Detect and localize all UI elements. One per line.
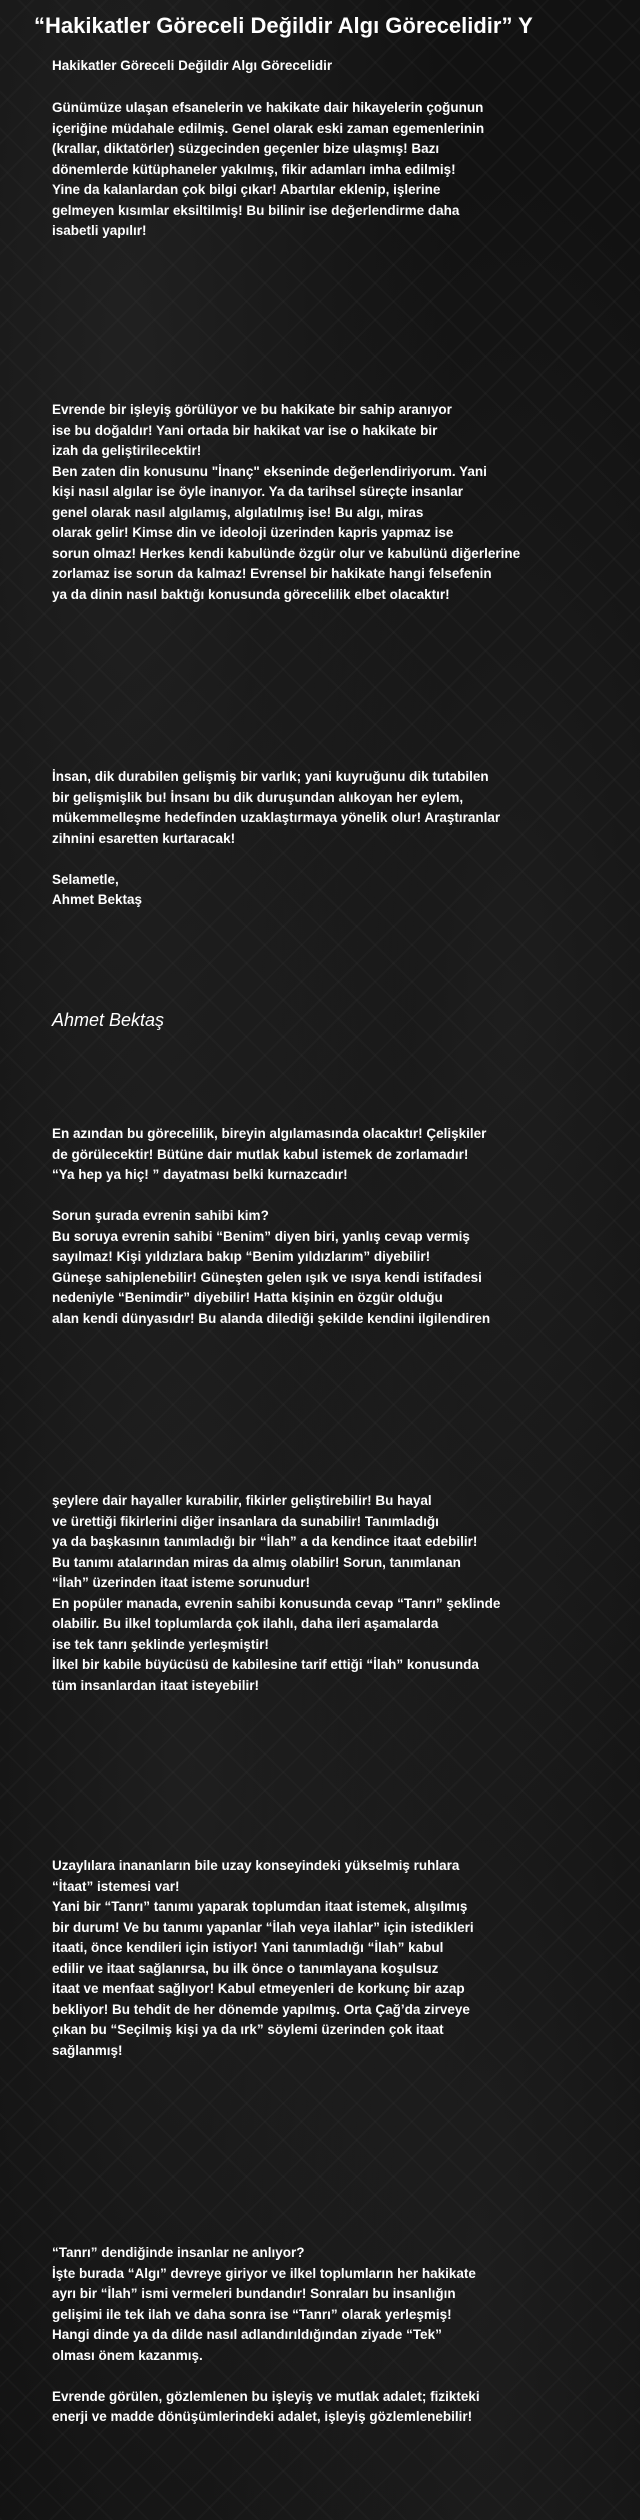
author-name: Ahmet Bektaş bbox=[52, 1010, 165, 1030]
stanza-line: de görülecektir! Bütüne dair mutlak kabul istemek de zorlamadır! bbox=[52, 1146, 469, 1162]
stanza-6 bbox=[52, 1856, 636, 2061]
stanza-line: bekliyor! Bu tehdit de her dönemde yapılmış. Orta Çağ’da zirveye bbox=[52, 2001, 470, 2017]
stanza-line: olabilir. Bu ilkel toplumlarda çok ilahlı, daha ileri aşamalarda bbox=[52, 1616, 439, 1631]
stanza-line: çıkan bu “Seçilmiş kişi ya da ırk” söylemi üzerinden çok itaat bbox=[52, 2022, 444, 2037]
stanza-4 bbox=[52, 1124, 636, 1329]
stanza-line: olması önem kazanmış. bbox=[52, 2347, 203, 2363]
stanza-line: edilir ve itaat sağlanırsa, bu ilk önce o tanımlayana koşulsuz bbox=[52, 1960, 439, 1976]
stanza-line: izah da geliştirilecektir! bbox=[52, 443, 202, 458]
stanza-line: ayrı bir “İlah” ismi vermeleri bundandır! Sonraları bu insanlığın bbox=[52, 2286, 456, 2301]
stanza-line: zihnini esaretten kurtaracak! bbox=[52, 830, 236, 846]
stanza-line: İnsan, dik durabilen gelişmiş bir varlık; yani kuyruğunu dik tutabilen bbox=[52, 769, 489, 784]
stanza-1 bbox=[52, 98, 636, 242]
stanza-line: şeylere dair hayaller kurabilir, fikirler geliştirebilir! Bu hayal bbox=[52, 1493, 432, 1508]
stanza-line: Güneşe sahiplenebilir! Güneşten gelen ışık ve ısıya kendi istifadesi bbox=[52, 1269, 482, 1285]
stanza-line: gelmeyen kısımlar eksiltilmiş! Bu bilinir ise değerlendirme daha bbox=[52, 202, 460, 218]
stanza-line: olarak gelir! Kimse din ve ideoloji üzerinden kapris yapmaz ise bbox=[52, 525, 454, 540]
stanza-line: ya da dinin nasıl baktığı konusunda görecelilik elbet olacaktır! bbox=[52, 586, 450, 602]
stanza-line: mükemmelleşme hedefinden uzaklaştırmaya yönelik olur! Araştıranlar bbox=[52, 810, 501, 825]
stanza-line: En popüler manada, evrenin sahibi konusunda cevap “Tanrı” şeklinde bbox=[52, 1595, 501, 1611]
stanza-line: gelişimi ile tek ilah ve daha sonra ise “Tanrı” olarak yerleşmiş! bbox=[52, 2306, 452, 2322]
stanza-line: tüm insanlardan itaat isteyebilir! bbox=[52, 1677, 260, 1693]
stanza-line: En azından bu görecelilik, bireyin algılamasında olacaktır! Çelişkiler bbox=[52, 1126, 487, 1141]
stanza-line: ya da başkasının tanımladığı bir “İlah” a da kendince itaat edebilir! bbox=[52, 1534, 478, 1549]
stanza-line bbox=[52, 849, 636, 870]
stanza-line: ve ürettiği fikirlerini diğer insanlara da sunabilir! Tanımladığı bbox=[52, 1513, 439, 1529]
stanza-line: enerji ve madde dönüşümlerindeki adalet, işleyiş gözlemlenebilir! bbox=[52, 2409, 473, 2424]
stanza-line: “Tanrı” dendiğinde insanlar ne anlıyor? bbox=[52, 2245, 305, 2260]
stanza-line: bir durum! Ve bu tanımı yapanlar “İlah veya ilahlar” için istedikleri bbox=[52, 1919, 474, 1935]
stanza-line: Günümüze ulaşan efsanelerin ve hakikate dair hikayelerin çoğunun bbox=[52, 100, 484, 115]
stanza-line: Yine da kalanlardan çok bilgi çıkar! Abartılar eklenip, işlerine bbox=[52, 182, 441, 197]
stanza-line: Hangi dinde ya da dilde nasıl adlandırıldığından ziyade “Tek” bbox=[52, 2327, 442, 2342]
stanza-line bbox=[52, 1186, 636, 1207]
stanza-5 bbox=[52, 1491, 636, 1696]
stanza-line: ise tek tanrı şeklinde yerleşmiştir! bbox=[52, 1636, 269, 1652]
stanza-line: itaat ve menfaat sağlıyor! Kabul etmeyenleri de korkunç bir azap bbox=[52, 1981, 465, 1996]
stanza-line: (krallar, diktatörler) süzgecinden geçenler bize ulaşmış! Bazı bbox=[52, 141, 440, 156]
stanza-line: Selametle, bbox=[52, 871, 119, 887]
poem-subtitle: Hakikatler Göreceli Değildir Algı Görecelidir bbox=[52, 58, 333, 73]
stanza-line: Evrende görülen, gözlemlenen bu işleyiş ve mutlak adalet; fizikteki bbox=[52, 2388, 480, 2404]
stanza-line: “İlah” üzerinden itaat isteme sorunudur! bbox=[52, 1575, 311, 1590]
stanza-line: zorlamaz ise sorun da kalmaz! Evrensel bir hakikate hangi felsefenin bbox=[52, 566, 492, 581]
stanza-line bbox=[52, 2366, 636, 2387]
stanza-line: bir gelişmişlik bu! İnsanı bu dik duruşundan alıkoyan her eylem, bbox=[52, 789, 464, 805]
stanza-line: sorun olmaz! Herkes kendi kabulünde özgür olur ve kabulünü diğerlerine bbox=[52, 545, 521, 561]
stanza-line: ise bu doğaldır! Yani ortada bir hakikat var ise o hakikate bir bbox=[52, 422, 438, 438]
stanza-2 bbox=[52, 400, 636, 605]
stanza-line: Sorun şurada evrenin sahibi kim? bbox=[52, 1208, 269, 1223]
stanza-7 bbox=[52, 2243, 636, 2428]
stanza-line: nedeniyle “Benimdir” diyebilir! Hatta kişinin en özgür olduğu bbox=[52, 1290, 443, 1305]
page-title: “Hakikatler Göreceli Değildir Algı Görecelidir” Y bbox=[34, 13, 533, 38]
stanza-line: sağlanmış! bbox=[52, 2042, 123, 2058]
stanza-line: İlkel bir kabile büyücüsü de kabilesine tarif ettiği “İlah” konusunda bbox=[52, 1657, 479, 1672]
stanza-line: genel olarak nasıl algılamış, algılatılmış ise! Bu algı, miras bbox=[52, 504, 424, 520]
stanza-line: “Ya hep ya hiç! ” dayatması belki kurnazcadır! bbox=[52, 1167, 348, 1182]
stanza-line: Bu tanımı atalarından miras da almış olabilir! Sorun, tanımlanan bbox=[52, 1554, 461, 1570]
stanza-line: “İtaat” istemesi var! bbox=[52, 1878, 180, 1894]
stanza-line: Evrende bir işleyiş görülüyor ve bu hakikate bir sahip aranıyor bbox=[52, 402, 452, 417]
stanza-line: içeriğine müdahale edilmiş. Genel olarak eski zaman egemenlerinin bbox=[52, 120, 485, 136]
stanza-line: Ben zaten din konusunu "İnanç" ekseninde değerlendiriyorum. Yani bbox=[52, 463, 487, 479]
stanza-line: İşte burada “Algı” devreye giriyor ve ilkel toplumların her hakikate bbox=[52, 2265, 476, 2281]
stanza-line: isabetli yapılır! bbox=[52, 223, 147, 238]
stanza-3 bbox=[52, 767, 636, 911]
stanza-line: Bu soruya evrenin sahibi “Benim” diyen biri, yanlış cevap vermiş bbox=[52, 1228, 470, 1244]
stanza-line: kişi nasıl algılar ise öyle inanıyor. Ya da tarihsel süreçte insanlar bbox=[52, 484, 463, 499]
stanza-line: Uzaylılara inananların bile uzay konseyindeki yükselmiş ruhlara bbox=[52, 1858, 460, 1873]
stanza-line: alan kendi dünyasıdır! Bu alanda dilediği şekilde kendini ilgilendiren bbox=[52, 1310, 491, 1326]
stanza-line: sayılmaz! Kişi yıldızlara bakıp “Benim yıldızlarım” diyebilir! bbox=[52, 1249, 431, 1264]
stanza-line: Yani bir “Tanrı” tanımı yaparak toplumdan itaat istemek, alışılmış bbox=[52, 1899, 468, 1914]
stanza-line: dönemlerde kütüphaneler yakılmış, fikir adamları imha edilmiş! bbox=[52, 161, 456, 177]
stanza-line: Ahmet Bektaş bbox=[52, 892, 143, 907]
stanza-line: itaati, önce kendileri için istiyor! Yani tanımladığı “İlah” kabul bbox=[52, 1940, 444, 1955]
